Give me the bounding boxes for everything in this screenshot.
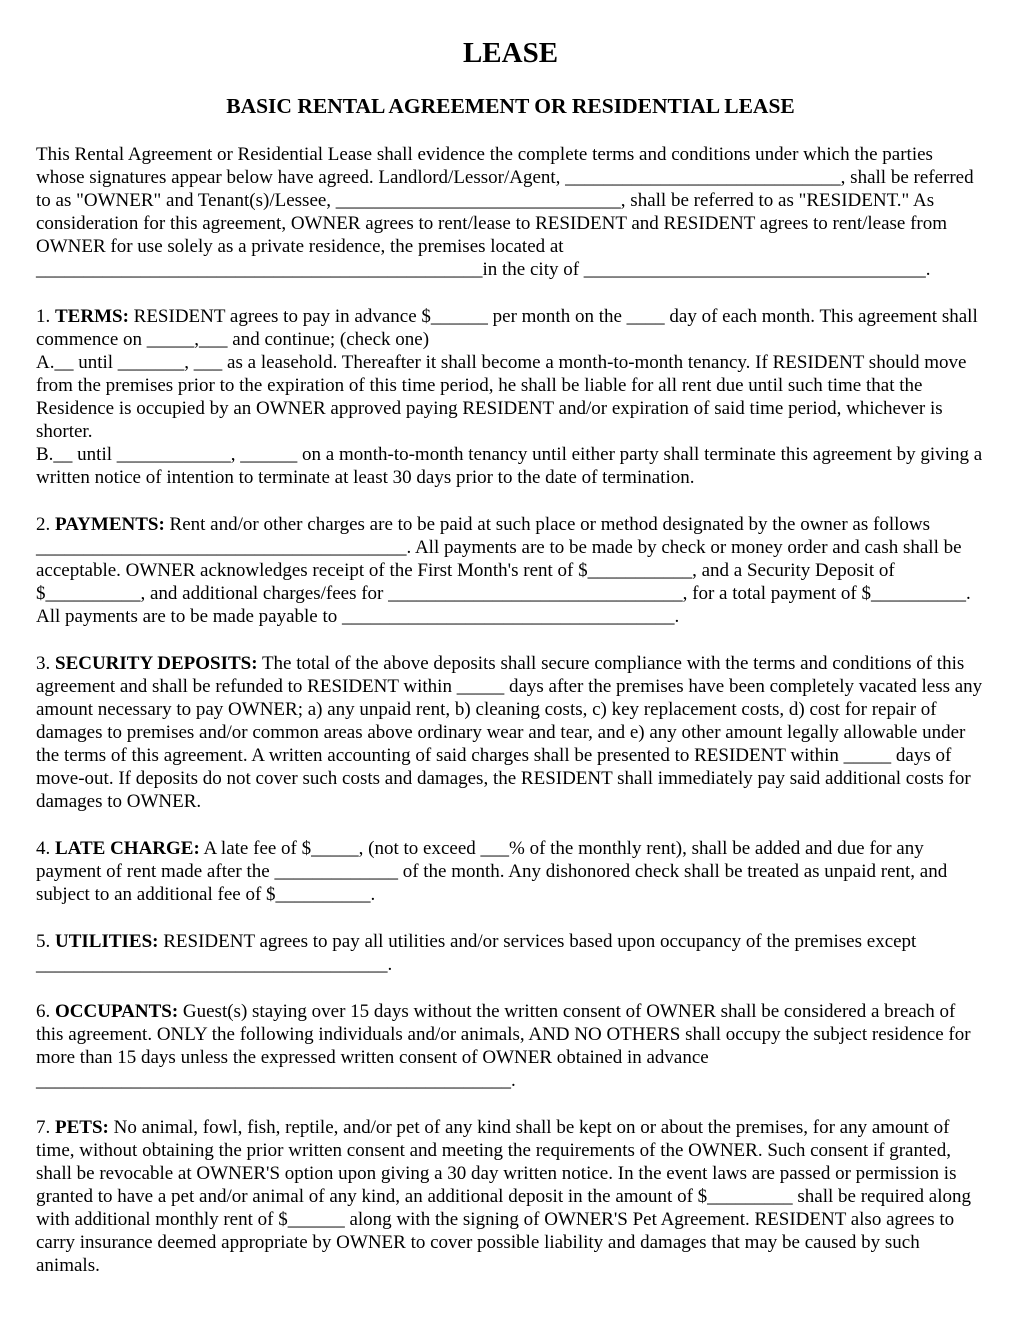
section-occupants-body: Guest(s) staying over 15 days without the written consent of OWNER shall be considered a breach of this agreement. ONLY the following individuals and/or animals, AND NO OTHERS shall occupy the subject residence for more than 15 days unless the expressed written consent of OWNER obtained in advance __________________________________________________. xyxy=(36,1001,971,1091)
section-payments xyxy=(36,513,985,628)
document-title: LEASE xyxy=(462,37,559,69)
section-payments-heading: PAYMENTS: xyxy=(55,514,165,535)
section-utilities-number: 5. xyxy=(36,931,55,952)
section-terms-clause-a: A.__ until _______, ___ as a leasehold. Thereafter it shall become a month-to-month tenancy. If RESIDENT should move from the premises prior to the expiration of this time period, he shall be liable for all rent due until such time that the Residence is occupied by an OWNER approved paying RESIDENT and/or expiration of said time period, whichever is shorter. xyxy=(36,352,967,442)
section-terms xyxy=(36,305,985,351)
section-late-charge-heading: LATE CHARGE: xyxy=(55,838,200,859)
section-late-charge-number: 4. xyxy=(36,838,55,859)
document-subtitle: BASIC RENTAL AGREEMENT OR RESIDENTIAL LEASE xyxy=(226,94,795,118)
section-pets-number: 7. xyxy=(36,1117,55,1138)
section-late-charge xyxy=(36,837,985,906)
section-pets-heading: PETS: xyxy=(55,1117,109,1138)
intro-paragraph: This Rental Agreement or Residential Lease shall evidence the complete terms and conditions under which the parties whose signatures appear below have agreed. Landlord/Lessor/Agent, _____________________________, shall be referred to as "OWNER" and Tenant(s)/Lessee, ______________________________, shall be referred to as "RESIDENT." As consideration for this agreement, OWNER agrees to rent/lease to RESIDENT and RESIDENT agrees to rent/lease from OWNER for use solely as a private residence, the premises located at _______________________________________________in the city of ____________________________________. xyxy=(36,144,974,280)
section-utilities-heading: UTILITIES: xyxy=(55,931,159,952)
section-pets-body: No animal, fowl, fish, reptile, and/or pet of any kind shall be kept on or about the premises, for any amount of time, without obtaining the prior written consent and meeting the requirements of the OWNER. Such consent if granted, shall be revocable at OWNER'S option upon giving a 30 day written notice. In the event laws are passed or permission is granted to have a pet and/or animal of any kind, an additional deposit in the amount of $_________ shall be required along with additional monthly rent of $______ along with the signing of OWNER'S Pet Agreement. RESIDENT also agrees to carry insurance deemed appropriate by OWNER to cover possible liability and damages that may be caused by such animals. xyxy=(36,1117,971,1276)
section-payments-number: 2. xyxy=(36,514,55,535)
section-utilities xyxy=(36,930,985,976)
section-terms-clause-b: B.__ until ____________, ______ on a month-to-month tenancy until either party shall terminate this agreement by giving a written notice of intention to terminate at least 30 days prior to the date of termination. xyxy=(36,444,983,488)
section-terms-number: 1. xyxy=(36,306,55,327)
section-occupants xyxy=(36,1000,985,1092)
section-terms-heading: TERMS: xyxy=(55,306,129,327)
section-payments-body: Rent and/or other charges are to be paid at such place or method designated by the owner as follows _______________________________________. All payments are to be made by check or money order and cash shall be acceptable. OWNER acknowledges receipt of the First Month's rent of $___________, and a Security Deposit of $__________, and additional charges/fees for _______________________________, for a total payment of $__________. All payments are to be made payable to ___________________________________. xyxy=(36,514,971,627)
section-terms-body: RESIDENT agrees to pay in advance $______ per month on the ____ day of each month. This agreement shall commence on _____,___ and continue; (check one) xyxy=(36,306,978,350)
section-utilities-body: RESIDENT agrees to pay all utilities and/or services based upon occupancy of the premises except _____________________________________. xyxy=(36,931,917,975)
section-occupants-number: 6. xyxy=(36,1001,55,1022)
section-security-deposits-body: The total of the above deposits shall secure compliance with the terms and conditions of this agreement and shall be refunded to RESIDENT within _____ days after the premises have been completely vacated less any amount necessary to pay OWNER; a) any unpaid rent, b) cleaning costs, c) key replacement costs, d) cost for repair of damages to premises and/or common areas above ordinary wear and tear, and e) any other amount legally allowable under the terms of this agreement. A written accounting of said charges shall be presented to RESIDENT within _____ days of move-out. If deposits do not cover such costs and damages, the RESIDENT shall immediately pay said additional costs for damages to OWNER. xyxy=(36,653,983,812)
section-pets xyxy=(36,1116,985,1277)
section-security-deposits-heading: SECURITY DEPOSITS: xyxy=(55,653,258,674)
section-occupants-heading: OCCUPANTS: xyxy=(55,1001,179,1022)
section-security-deposits xyxy=(36,652,985,813)
section-late-charge-body: A late fee of $_____, (not to exceed ___% of the monthly rent), shall be added and due for any payment of rent made after the _____________ of the month. Any dishonored check shall be treated as unpaid rent, and subject to an additional fee of $__________. xyxy=(36,838,948,905)
section-security-deposits-number: 3. xyxy=(36,653,55,674)
